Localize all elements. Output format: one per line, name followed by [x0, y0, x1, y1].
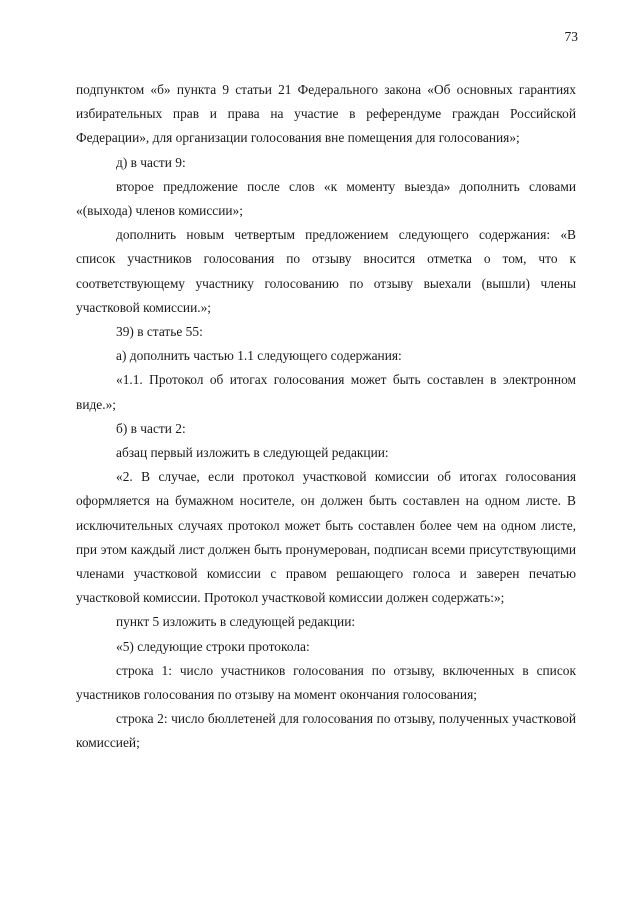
paragraph-part-2-text: «2. В случае, если протокол участковой комиссии об итогах голосования оформляется на бумажном носителе, он должен быть составлен на одном листе. В исключительных случаях протокол может быть составлен более чем на одном листе, при этом каждый лист должен быть пронумерован, подписан всеми присутствующими членами участковой комиссии с правом решающего голоса и заверен печатью участковой комиссии. Протокол участковой комиссии должен содержать:»; [76, 469, 576, 606]
paragraph-article-55: 39) в статье 55: [116, 324, 203, 340]
paragraph-item-b: б) в части 2: [116, 420, 186, 436]
document-body [76, 78, 576, 756]
paragraph-second-sentence: второе предложение после слов «к моменту выезда» дополнить словами «(выхода) членов комиссии»; [76, 178, 576, 219]
paragraph-line-1: строка 1: число участников голосования по отзыву, включенных в список участников голосования по отзыву на момент окончания голосования; [76, 662, 576, 703]
paragraph-line-2: строка 2: число бюллетеней для голосования по отзыву, полученных участковой комиссией; [76, 711, 576, 751]
page-number: 73 [564, 29, 578, 44]
paragraph-part-1-1: «1.1. Протокол об итогах голосования может быть составлен в электронном виде.»; [76, 372, 576, 412]
paragraph-continuation: подпунктом «б» пункта 9 статьи 21 Федерального закона «Об основных гарантиях избирательных прав и права на участие в референдуме граждан Российской Федерации», для организации голосования вне помещения для голосования»; [76, 82, 576, 146]
paragraph-item-d: д) в части 9: [116, 154, 186, 170]
paragraph-protocol-lines: «5) следующие строки протокола: [116, 638, 310, 654]
paragraph-fourth-sentence: дополнить новым четвертым предложением следующего содержания: «В список участников голосования по отзыву вносится отметка о том, что к соответствующему участнику голосованию по отзыву выехали (вышли) члены участковой комиссии.»; [76, 227, 576, 315]
paragraph-item-a: а) дополнить частью 1.1 следующего содержания: [116, 348, 402, 364]
paragraph-first-abzac: абзац первый изложить в следующей редакции: [116, 445, 389, 461]
paragraph-point-5: пункт 5 изложить в следующей редакции: [116, 614, 356, 630]
